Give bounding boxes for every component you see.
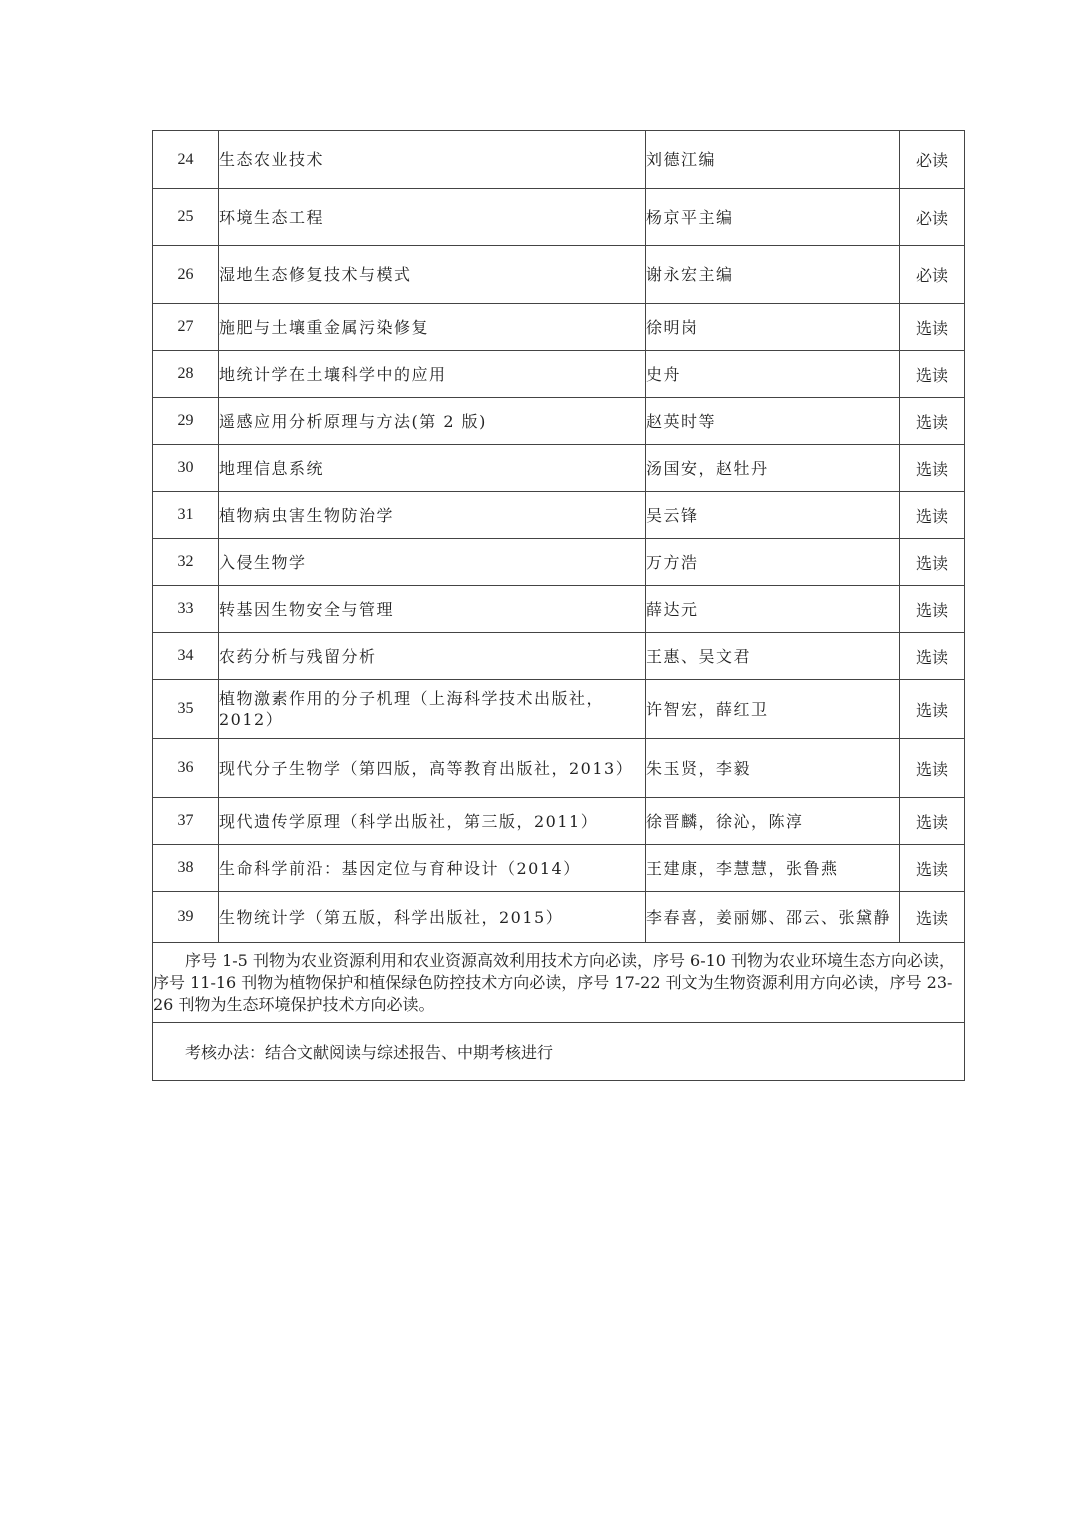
table-row (153, 845, 965, 892)
reading-type: 选读 (900, 680, 965, 739)
reading-list-table (152, 130, 965, 1081)
note-row (153, 943, 965, 1023)
table-row (153, 892, 965, 943)
book-author: 徐明岗 (646, 304, 900, 351)
book-author: 朱玉贤，李毅 (646, 739, 900, 798)
reading-type: 选读 (900, 398, 965, 445)
book-title: 生命科学前沿：基因定位与育种设计（2014） (219, 845, 646, 892)
book-title: 现代遗传学原理（科学出版社，第三版，2011） (219, 798, 646, 845)
book-author: 吴云锋 (646, 492, 900, 539)
reading-type: 选读 (900, 798, 965, 845)
table-row (153, 398, 965, 445)
book-title: 地统计学在土壤科学中的应用 (219, 351, 646, 398)
reading-type: 选读 (900, 492, 965, 539)
book-author: 徐晋麟，徐沁，陈淳 (646, 798, 900, 845)
table-row (153, 304, 965, 351)
book-title: 施肥与土壤重金属污染修复 (219, 304, 646, 351)
book-title: 植物病虫害生物防治学 (219, 492, 646, 539)
table-row (153, 246, 965, 304)
book-author: 王建康，李慧慧，张鲁燕 (646, 845, 900, 892)
book-author: 杨京平主编 (646, 189, 900, 246)
reading-type: 必读 (900, 189, 965, 246)
reading-type: 选读 (900, 739, 965, 798)
reading-type: 必读 (900, 131, 965, 189)
table-row (153, 131, 965, 189)
reading-type: 选读 (900, 445, 965, 492)
row-number: 37 (153, 798, 219, 845)
row-number: 35 (153, 680, 219, 739)
reading-list-body (153, 131, 965, 943)
book-author: 许智宏，薛红卫 (646, 680, 900, 739)
book-title: 遥感应用分析原理与方法(第 2 版) (219, 398, 646, 445)
table-row (153, 351, 965, 398)
table-row (153, 539, 965, 586)
table-row (153, 445, 965, 492)
book-author: 李春喜，姜丽娜、邵云、张黛静 (646, 892, 900, 943)
reading-type: 选读 (900, 892, 965, 943)
row-number: 34 (153, 633, 219, 680)
row-number: 26 (153, 246, 219, 304)
row-number: 33 (153, 586, 219, 633)
assessment-row (153, 1023, 965, 1081)
row-number: 32 (153, 539, 219, 586)
row-number: 30 (153, 445, 219, 492)
table-row (153, 586, 965, 633)
table-row (153, 739, 965, 798)
book-author: 赵英时等 (646, 398, 900, 445)
book-title: 转基因生物安全与管理 (219, 586, 646, 633)
reading-type: 选读 (900, 633, 965, 680)
table-row (153, 189, 965, 246)
table-row (153, 633, 965, 680)
book-title: 地理信息系统 (219, 445, 646, 492)
book-author: 刘德江编 (646, 131, 900, 189)
reading-type: 选读 (900, 845, 965, 892)
book-title: 农药分析与残留分析 (219, 633, 646, 680)
book-author: 万方浩 (646, 539, 900, 586)
row-number: 24 (153, 131, 219, 189)
reading-type: 选读 (900, 304, 965, 351)
row-number: 27 (153, 304, 219, 351)
book-author: 汤国安，赵牡丹 (646, 445, 900, 492)
book-title: 生物统计学（第五版，科学出版社，2015） (219, 892, 646, 943)
reading-type: 必读 (900, 246, 965, 304)
book-title: 植物激素作用的分子机理（上海科学技术出版社，2012） (219, 680, 646, 739)
direction-note: 序号 1-5 刊物为农业资源利用和农业资源高效利用技术方向必读，序号 6-10 刊物为农业环境生态方向必读，序号 11-16 刊物为植物保护和植保绿色防控技术方向必读，序号 17-22 刊文为生物资源利用方向必读，序号 23-26 刊物为生态环境保护技术方向必读。 (153, 943, 965, 1023)
book-author: 王惠、吴文君 (646, 633, 900, 680)
table-row (153, 680, 965, 739)
row-number: 38 (153, 845, 219, 892)
row-number: 36 (153, 739, 219, 798)
assessment-method: 考核办法：结合文献阅读与综述报告、中期考核进行 (153, 1023, 965, 1081)
reading-type: 选读 (900, 586, 965, 633)
book-author: 薛达元 (646, 586, 900, 633)
row-number: 29 (153, 398, 219, 445)
row-number: 31 (153, 492, 219, 539)
book-author: 谢永宏主编 (646, 246, 900, 304)
row-number: 39 (153, 892, 219, 943)
book-title: 入侵生物学 (219, 539, 646, 586)
reading-type: 选读 (900, 539, 965, 586)
table-row (153, 798, 965, 845)
table-row (153, 492, 965, 539)
book-title: 生态农业技术 (219, 131, 646, 189)
row-number: 28 (153, 351, 219, 398)
row-number: 25 (153, 189, 219, 246)
book-title: 环境生态工程 (219, 189, 646, 246)
book-title: 现代分子生物学（第四版，高等教育出版社，2013） (219, 739, 646, 798)
book-author: 史舟 (646, 351, 900, 398)
book-title: 湿地生态修复技术与模式 (219, 246, 646, 304)
reading-type: 选读 (900, 351, 965, 398)
